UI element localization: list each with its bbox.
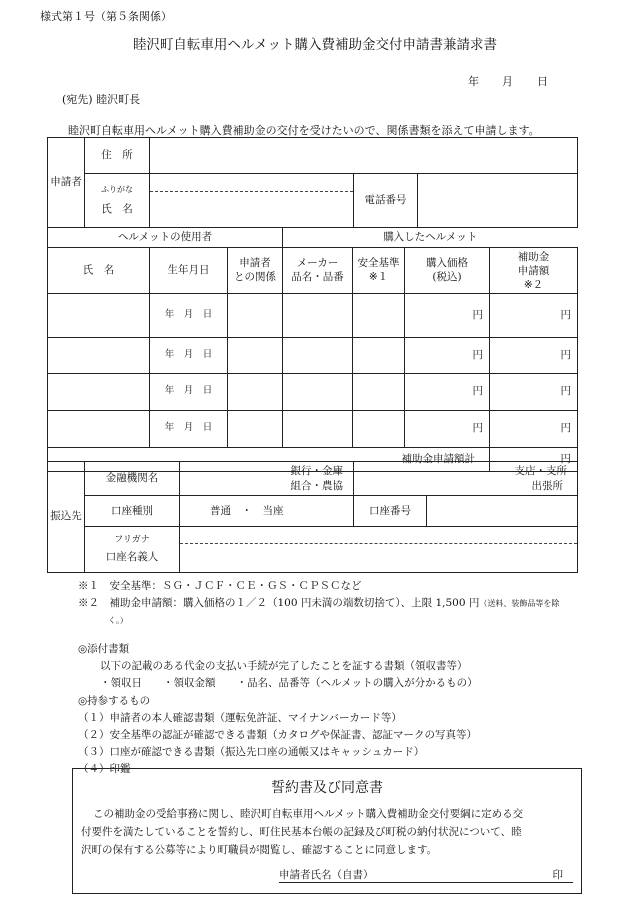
- holder-label-cell: [85, 527, 180, 573]
- furigana-line[interactable]: [150, 174, 353, 192]
- user-name-field[interactable]: [48, 293, 150, 337]
- table-row: [48, 337, 578, 373]
- price-field[interactable]: 円: [405, 293, 490, 337]
- name-label-cell: [85, 174, 150, 228]
- applicant-table: [47, 137, 578, 228]
- name-label: 氏 名: [101, 202, 133, 215]
- col-safety: [353, 248, 405, 294]
- col-subsidy: [490, 248, 578, 294]
- account-type-label: 口座種別: [85, 496, 180, 527]
- relation-field[interactable]: [228, 337, 283, 373]
- subsidy-field[interactable]: 円: [490, 293, 578, 337]
- col-maker: [283, 248, 353, 294]
- birth-date-field[interactable]: 年 月 日: [150, 337, 228, 373]
- table-row: [48, 373, 578, 410]
- bring-item: （３）口座が確認できる書類（振込先口座の通帳又はキャッシュカード）: [78, 746, 425, 759]
- phone-label: 電話番号: [354, 174, 418, 228]
- maker-field[interactable]: [283, 293, 353, 337]
- address-field[interactable]: [150, 138, 578, 174]
- col-relation: [228, 248, 283, 294]
- attachments-line-1: 以下の記載のある代金の支払い手続が完了したことを証する書類（領収書等）: [100, 660, 468, 673]
- consent-title: 誓約書及び同意書: [271, 780, 383, 796]
- table-row: [48, 293, 578, 337]
- table-row: [48, 410, 578, 447]
- applicant-section-label: 申請者: [48, 138, 85, 228]
- holder-label: 口座名義人: [105, 551, 159, 564]
- user-name-field[interactable]: [48, 337, 150, 373]
- maker-field[interactable]: [283, 373, 353, 410]
- price-field[interactable]: 円: [405, 337, 490, 373]
- branch-name-field[interactable]: [354, 462, 578, 496]
- branch-type-1: 支店・支所: [514, 465, 567, 478]
- furigana-label: ふりがな: [101, 185, 133, 195]
- notes: [78, 578, 559, 629]
- helmet-table: [47, 227, 578, 472]
- safety-field[interactable]: [353, 373, 405, 410]
- price-field[interactable]: 円: [405, 373, 490, 410]
- purchased-header: 購入したヘルメット: [283, 228, 578, 248]
- signature-label: 申請者氏名（自書）: [279, 869, 374, 881]
- branch-type-2: 出張所: [531, 479, 563, 492]
- col-price-1: 購入価格: [426, 257, 469, 270]
- col-name: 氏 名: [48, 248, 150, 294]
- safety-field[interactable]: [353, 337, 405, 373]
- note-2-small-cont: く。）: [108, 616, 128, 625]
- bring-item: （１）申請者の本人確認書類（運転免許証、マイナンバーカード等）: [78, 711, 402, 724]
- birth-date-field[interactable]: 年 月 日: [150, 373, 228, 410]
- note-2-text: 補助金申請額：購入価格の１／２（100 円未満の端数切捨て）、上限 1,500 円: [109, 597, 480, 609]
- holder-field[interactable]: [180, 527, 578, 573]
- subsidy-header-1: 補助金: [517, 251, 550, 263]
- bank-type-1: 銀行・金庫: [290, 465, 343, 478]
- bring-item: （４）印鑑: [78, 763, 131, 776]
- user-header: ヘルメットの使用者: [48, 228, 283, 248]
- note-1-mark: ※１: [78, 580, 99, 592]
- account-number-cell: [354, 496, 578, 527]
- bank-type-2: 組合・農協: [290, 479, 343, 492]
- note-2-mark: ※２: [78, 597, 99, 609]
- bring-item: （２）安全基準の認証が確認できる書類（カタログや保証書、認証マークの写真等）: [78, 729, 477, 742]
- consent-line-2: 付要件を満たしていることを誓約し、町住民基本台帳の記録及び町税の納付状況について、睦: [81, 826, 522, 838]
- total-field[interactable]: 円: [490, 447, 578, 471]
- col-safety-1: 安全基準: [357, 257, 400, 270]
- consent-box: [72, 768, 582, 894]
- col-relation-1: 申請者: [239, 257, 271, 270]
- consent-line-1: この補助金の受給事務に関し、睦沢町自転車用ヘルメット購入費補助金交付要綱に定める交: [93, 808, 524, 820]
- subsidy-field[interactable]: 円: [490, 337, 578, 373]
- col-birth: 生年月日: [150, 248, 228, 294]
- subsidy-field[interactable]: 円: [490, 373, 578, 410]
- date-day: 日: [537, 75, 548, 88]
- relation-field[interactable]: [228, 373, 283, 410]
- attachments-line-2: ・領収日 ・領収金額 ・品名、品番等（ヘルメットの購入が分かるもの）: [100, 677, 478, 690]
- date-month: 月: [502, 75, 513, 88]
- attachments-heading: ◎添付書類: [78, 643, 130, 655]
- address-label: 住 所: [85, 138, 150, 174]
- col-maker-2: 品名・品番: [291, 271, 344, 284]
- subsidy-header-2: 申請額: [517, 265, 550, 278]
- bank-name-field[interactable]: [180, 462, 354, 496]
- holder-furigana-line[interactable]: [180, 527, 577, 544]
- signature-line[interactable]: [279, 867, 573, 883]
- relation-field[interactable]: [228, 293, 283, 337]
- name-field[interactable]: [150, 174, 354, 228]
- price-field[interactable]: 円: [405, 410, 490, 447]
- bank-section-label: 振込先: [48, 462, 85, 573]
- addressee: (宛先) 睦沢町長: [62, 93, 141, 106]
- date-year: 年: [468, 75, 479, 88]
- seal-mark: 印: [552, 869, 563, 881]
- col-safety-2: ※１: [368, 271, 389, 284]
- institution-label: 金融機関名: [85, 462, 180, 496]
- safety-field[interactable]: [353, 410, 405, 447]
- account-number-field[interactable]: [426, 496, 577, 526]
- birth-date-field[interactable]: 年 月 日: [150, 410, 228, 447]
- col-price: [405, 248, 490, 294]
- user-name-field[interactable]: [48, 373, 150, 410]
- maker-field[interactable]: [283, 337, 353, 373]
- total-label: 補助金申請額計: [48, 447, 490, 471]
- user-name-field[interactable]: [48, 410, 150, 447]
- subsidy-header-3: ※２: [523, 279, 544, 292]
- subsidy-field[interactable]: 円: [490, 410, 578, 447]
- col-relation-2: との関係: [234, 271, 277, 284]
- form-title: 睦沢町自転車用ヘルメット購入費補助金交付申請書兼請求書: [132, 37, 498, 53]
- safety-field[interactable]: [353, 293, 405, 337]
- account-type-field[interactable]: 普通 ・ 当座: [180, 496, 354, 527]
- consent-line-3: 沢町の保有する公募等により町職員が閲覧し、確認することに同意します。: [81, 844, 438, 856]
- relation-field[interactable]: [228, 410, 283, 447]
- account-number-label: 口座番号: [354, 496, 427, 526]
- birth-date-field[interactable]: 年 月 日: [150, 293, 228, 337]
- note-1-text: 安全基準：ＳＧ・ＪＣＦ・ＣＥ・ＧＳ・ＣＰＳＣなど: [109, 580, 362, 592]
- bank-table: [47, 461, 578, 573]
- bring-heading: ◎持参するもの: [78, 694, 151, 707]
- maker-field[interactable]: [283, 410, 353, 447]
- note-2-small: （送料、装飾品等を除: [479, 599, 560, 608]
- attachments: [78, 641, 478, 779]
- col-maker-1: メーカー: [296, 257, 339, 270]
- intro-text: 睦沢町自転車用ヘルメット購入費補助金の交付を受けたいので、関係書類を添えて申請します。: [68, 124, 540, 137]
- phone-field[interactable]: [418, 174, 578, 228]
- holder-furigana-label: フリガナ: [114, 535, 150, 546]
- form-number: 様式第１号（第５条関係）: [40, 10, 172, 23]
- col-price-2: (税込): [432, 271, 462, 284]
